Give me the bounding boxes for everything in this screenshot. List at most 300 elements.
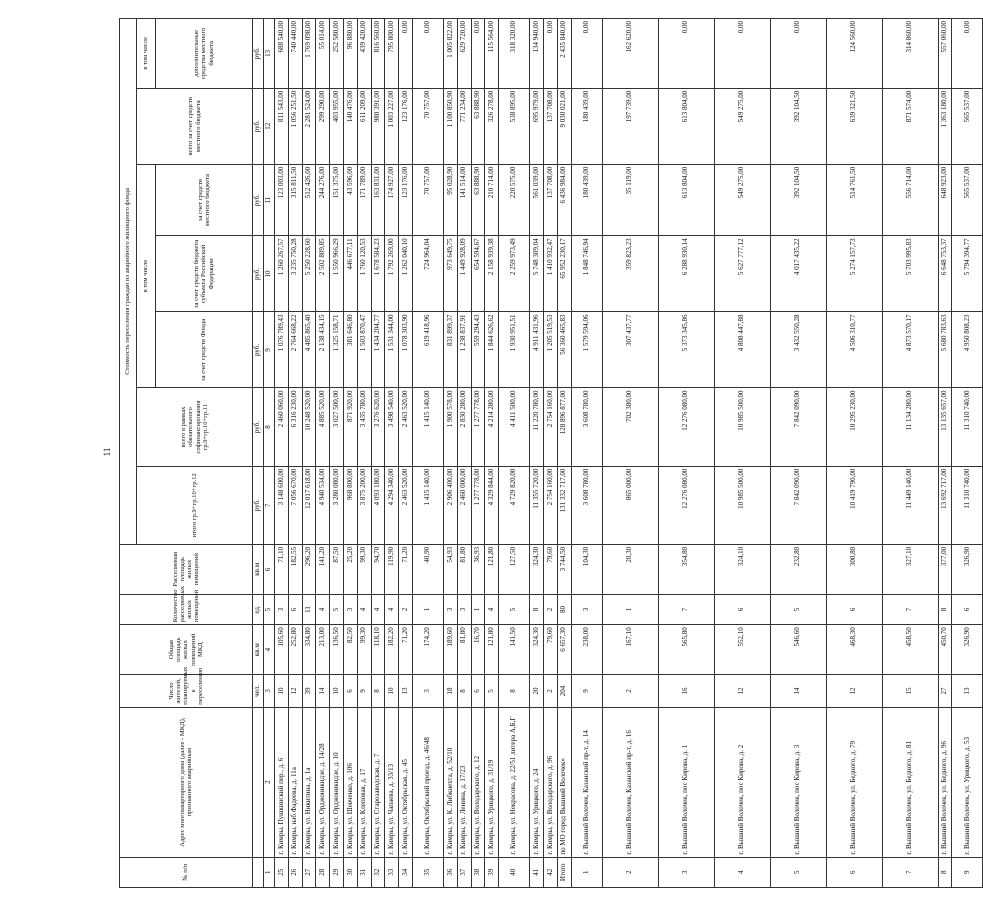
cell-total: 2 906 400,00 bbox=[443, 466, 457, 544]
table-row bbox=[938, 19, 952, 888]
cell-area: 252,80 bbox=[288, 625, 302, 675]
table-row bbox=[543, 19, 557, 888]
cell-no: 31 bbox=[357, 857, 371, 887]
cell-cofin: 10 295 230,00 bbox=[826, 388, 882, 466]
cell-rooms-area: 296,20 bbox=[302, 544, 316, 594]
cell-fund: 5 373 345,86 bbox=[658, 312, 714, 388]
cell-no: 7 bbox=[882, 857, 938, 887]
cell-count: 3 bbox=[275, 594, 289, 624]
cell-area: 458,50 bbox=[882, 625, 938, 675]
cell-rooms-area: 94,70 bbox=[371, 544, 385, 594]
cell-fund: 1 078 303,90 bbox=[399, 312, 413, 388]
cell-count: 11 bbox=[302, 594, 316, 624]
table-row bbox=[952, 19, 983, 888]
cell-additional: 439 420,00 bbox=[357, 19, 371, 89]
column-number-cell: 11 bbox=[264, 164, 275, 236]
cell-no: 4 bbox=[714, 857, 770, 887]
cell-count: 6 bbox=[952, 594, 983, 624]
cell-total: 11 449 140,00 bbox=[882, 466, 938, 544]
cell-rooms-area: 119,90 bbox=[385, 544, 399, 594]
column-number-cell: 8 bbox=[264, 388, 275, 466]
table-row bbox=[457, 19, 471, 888]
header-cost-group: Стоимость переселения граждан из аварийного жилищного фонда bbox=[120, 19, 137, 545]
cell-count: 3 bbox=[343, 594, 357, 624]
cell-area: 121,80 bbox=[485, 625, 499, 675]
cell-address: г. Вышний Волочек, ул. Бедного, д. 81 bbox=[882, 707, 938, 857]
cell-local-total: 1 056 251,50 bbox=[288, 88, 302, 164]
cell-rooms-area: 36,93 bbox=[471, 544, 485, 594]
cell-additional: 124 560,00 bbox=[826, 19, 882, 89]
cell-address: г. Вышний Волочек, пос Кирова, д. 3 bbox=[770, 707, 826, 857]
cell-rooms-area: 25,20 bbox=[343, 544, 357, 594]
unit-cell: руб. bbox=[253, 236, 264, 312]
header-local: за счет средств местного бюджета bbox=[156, 164, 253, 236]
header-area: Общая площадь жилых помещений МКД bbox=[120, 625, 253, 675]
cell-rooms-area: 141,20 bbox=[316, 544, 330, 594]
cell-area: 16,70 bbox=[471, 625, 485, 675]
cell-area: 238,00 bbox=[571, 625, 602, 675]
header-address: Адрес многоквартирного дома (далее - МКД), признанного аварийным bbox=[120, 707, 253, 857]
cell-area: 546,60 bbox=[770, 625, 826, 675]
cell-local: 244 276,00 bbox=[316, 164, 330, 236]
cell-residents: 2 bbox=[602, 675, 658, 708]
cell-no: 6 bbox=[826, 857, 882, 887]
cell-cofin: 3 498 540,00 bbox=[385, 388, 399, 466]
cell-additional: 0,00 bbox=[714, 19, 770, 89]
cell-local: 512 426,00 bbox=[302, 164, 316, 236]
cell-local-total: 137 708,00 bbox=[543, 88, 557, 164]
cell-no: 35 bbox=[412, 857, 443, 887]
cell-additional: 0,00 bbox=[412, 19, 443, 89]
cell-local: 556 714,00 bbox=[882, 164, 938, 236]
cell-rooms-area: 40,90 bbox=[412, 544, 443, 594]
cell-address: г. Кимры, ул. Володарского, д. 96 bbox=[543, 707, 557, 857]
cell-address: г. Кимры, ул. Орджоникидзе, д. 10 bbox=[330, 707, 344, 857]
cell-additional: 314 860,00 bbox=[882, 19, 938, 89]
cell-local-total: 613 804,00 bbox=[658, 88, 714, 164]
unit-cell: руб. bbox=[253, 19, 264, 89]
cell-no: Итого bbox=[557, 857, 571, 887]
cell-count: 8 bbox=[938, 594, 952, 624]
cell-rooms-area: 54,93 bbox=[443, 544, 457, 594]
cell-residents: 39 bbox=[302, 675, 316, 708]
table-row bbox=[357, 19, 371, 888]
cell-local: 565 537,00 bbox=[952, 164, 983, 236]
cell-residents: 10 bbox=[385, 675, 399, 708]
cell-address: г. Кимры, ул. Некрасова, д. 22/51 литера А,Б,Г bbox=[499, 707, 530, 857]
cell-cofin: 11 134 280,00 bbox=[882, 388, 938, 466]
cell-subject: 6 288 930,14 bbox=[658, 236, 714, 312]
cell-count: 3 bbox=[571, 594, 602, 624]
column-number-cell: 12 bbox=[264, 88, 275, 164]
column-number-cell: 13 bbox=[264, 19, 275, 89]
unit-cell: чел. bbox=[253, 675, 264, 708]
cell-total: 11 310 740,00 bbox=[952, 466, 983, 544]
cell-cofin: 11 220 780,00 bbox=[530, 388, 544, 466]
cell-total: 7 842 090,00 bbox=[770, 466, 826, 544]
column-number-cell: 9 bbox=[264, 312, 275, 388]
unit-cell: руб. bbox=[253, 388, 264, 466]
cell-residents: 27 bbox=[938, 675, 952, 708]
cell-local: 137 708,00 bbox=[543, 164, 557, 236]
cell-additional: 629 720,00 bbox=[457, 19, 471, 89]
cell-local-total: 565 537,00 bbox=[952, 88, 983, 164]
cell-subject: 446 677,11 bbox=[343, 236, 357, 312]
cell-local-total: 63 888,90 bbox=[471, 88, 485, 164]
cell-local: 70 757,00 bbox=[412, 164, 443, 236]
cell-count: 3 bbox=[443, 594, 457, 624]
cell-local: 648 923,00 bbox=[938, 164, 952, 236]
cell-area: 105,60 bbox=[275, 625, 289, 675]
cell-area: 552,10 bbox=[714, 625, 770, 675]
cell-residents: 16 bbox=[658, 675, 714, 708]
cell-local-total: 538 895,00 bbox=[499, 88, 530, 164]
cell-additional: 557 060,00 bbox=[938, 19, 952, 89]
cell-count: 5 bbox=[770, 594, 826, 624]
cell-area: 118,10 bbox=[371, 625, 385, 675]
cell-cofin: 13 135 657,00 bbox=[938, 388, 952, 466]
cell-no: 40 bbox=[499, 857, 530, 887]
rotated-table-wrapper bbox=[119, 18, 971, 888]
table-row bbox=[443, 19, 457, 888]
column-numbers-row bbox=[264, 19, 275, 888]
cell-total: 4 940 534,00 bbox=[316, 466, 330, 544]
cell-additional: 816 560,00 bbox=[371, 19, 385, 89]
cell-no: 9 bbox=[952, 857, 983, 887]
cell-total: 12 017 618,00 bbox=[302, 466, 316, 544]
cell-rooms-area: 377,00 bbox=[938, 544, 952, 594]
cell-fund: 4 911 431,96 bbox=[530, 312, 544, 388]
cell-no: 36 bbox=[443, 857, 457, 887]
cell-local: 561 039,00 bbox=[530, 164, 544, 236]
cell-local: 549 275,00 bbox=[714, 164, 770, 236]
cell-residents: 10 bbox=[330, 675, 344, 708]
cell-cofin: 2 754 160,00 bbox=[543, 388, 557, 466]
cell-fund: 381 646,80 bbox=[343, 312, 357, 388]
cell-count: 4 bbox=[385, 594, 399, 624]
cell-cofin: 3 276 620,00 bbox=[371, 388, 385, 466]
page-number: 11 bbox=[102, 447, 112, 457]
cell-local: 210 714,00 bbox=[485, 164, 499, 236]
cell-residents: 12 bbox=[826, 675, 882, 708]
cell-total: 3 875 200,00 bbox=[357, 466, 371, 544]
cell-cofin: 2 830 280,00 bbox=[457, 388, 471, 466]
cell-subject: 5 748 309,04 bbox=[530, 236, 544, 312]
cell-local: 95 028,90 bbox=[443, 164, 457, 236]
cell-rooms-area: 324,10 bbox=[714, 544, 770, 594]
cell-total: 131 332 717,00 bbox=[557, 466, 571, 544]
cell-no: 37 bbox=[457, 857, 471, 887]
cell-area: 99,30 bbox=[357, 625, 371, 675]
cell-local-total: 9 030 021,00 bbox=[557, 88, 571, 164]
cell-rooms-area: 71,20 bbox=[399, 544, 413, 594]
cell-local-total: 695 979,00 bbox=[530, 88, 544, 164]
cell-address: г. Кимры, ул. Орджоникидзе, д. 14/28 bbox=[316, 707, 330, 857]
table-row bbox=[275, 19, 289, 888]
cell-local-total: 980 391,00 bbox=[371, 88, 385, 164]
resettlement-table bbox=[119, 18, 983, 888]
cell-local-total: 611 209,00 bbox=[357, 88, 371, 164]
cell-local: 220 575,00 bbox=[499, 164, 530, 236]
cell-additional: 115 564,00 bbox=[485, 19, 499, 89]
cell-fund: 4 808 447,88 bbox=[714, 312, 770, 388]
column-number-cell: 7 bbox=[264, 466, 275, 544]
header-fund: за счет средств Фонда bbox=[156, 312, 253, 388]
cell-total: 3 608 780,00 bbox=[571, 466, 602, 544]
cell-subject: 2 158 939,38 bbox=[485, 236, 499, 312]
cell-additional: 688 540,00 bbox=[275, 19, 289, 89]
cell-additional: 0,00 bbox=[770, 19, 826, 89]
cell-subject: 1 262 040,10 bbox=[399, 236, 413, 312]
cell-total: 10 985 500,00 bbox=[714, 466, 770, 544]
cell-total: 12 276 080,00 bbox=[658, 466, 714, 544]
cell-residents: 12 bbox=[714, 675, 770, 708]
cell-residents: 13 bbox=[952, 675, 983, 708]
cell-cofin: 4 411 500,00 bbox=[499, 388, 530, 466]
cell-subject: 5 627 777,12 bbox=[714, 236, 770, 312]
cell-cofin: 4 885 520,00 bbox=[316, 388, 330, 466]
cell-area: 450,70 bbox=[938, 625, 952, 675]
cell-residents: 6 bbox=[343, 675, 357, 708]
cell-rooms-area: 121,80 bbox=[485, 544, 499, 594]
unit-cell: руб. bbox=[253, 466, 264, 544]
cell-residents: 15 bbox=[882, 675, 938, 708]
cell-local: 514 761,50 bbox=[826, 164, 882, 236]
cell-residents: 5 bbox=[485, 675, 499, 708]
cell-address: г. Кимры, ул. Чапаева, д. 33/13 bbox=[385, 707, 399, 857]
table-row bbox=[316, 19, 330, 888]
cell-no: 30 bbox=[343, 857, 357, 887]
cell-address: г. Вышний Волочек, ул. Урицкого, д. 53 bbox=[952, 707, 983, 857]
cell-local: 123 003,00 bbox=[275, 164, 289, 236]
cell-fund: 56 360 465,83 bbox=[557, 312, 571, 388]
cell-no: 33 bbox=[385, 857, 399, 887]
cell-address: г. Вышний Волочек, пос Кирова, д. 2 bbox=[714, 707, 770, 857]
cell-total: 4 729 820,00 bbox=[499, 466, 530, 544]
cell-no: 34 bbox=[399, 857, 413, 887]
cell-fund: 2 764 668,22 bbox=[288, 312, 302, 388]
cell-count: 4 bbox=[357, 594, 371, 624]
cell-area: 189,60 bbox=[443, 625, 457, 675]
cell-additional: 740 440,00 bbox=[288, 19, 302, 89]
cell-rooms-area: 324,30 bbox=[530, 544, 544, 594]
cell-additional: 1 005 822,00 bbox=[443, 19, 457, 89]
cell-area: 213,00 bbox=[316, 625, 330, 675]
cell-additional: 0,00 bbox=[571, 19, 602, 89]
table-row bbox=[302, 19, 316, 888]
cell-fund: 1 531 344,00 bbox=[385, 312, 399, 388]
cell-area: 565,80 bbox=[658, 625, 714, 675]
cell-total: 4 294 340,00 bbox=[385, 466, 399, 544]
cell-subject: 5 794 394,77 bbox=[952, 236, 983, 312]
table-row bbox=[343, 19, 357, 888]
cell-additional: 0,00 bbox=[399, 19, 413, 89]
cell-local-total: 299 290,00 bbox=[316, 88, 330, 164]
cell-total: 2 754 160,00 bbox=[543, 466, 557, 544]
cell-total: 3 280 080,00 bbox=[330, 466, 344, 544]
table-row bbox=[412, 19, 443, 888]
cell-address: г. Кимры, наб.Фадеева, д. 11а bbox=[288, 707, 302, 857]
cell-address: г. Вышний Волочек, пос Кирова, д. 1 bbox=[658, 707, 714, 857]
header-total: итого гр.9+гр.10+гр.12 bbox=[137, 466, 253, 544]
cell-rooms-area: 79,60 bbox=[543, 544, 557, 594]
table-row bbox=[371, 19, 385, 888]
cell-additional: 0,00 bbox=[658, 19, 714, 89]
unit-cell bbox=[253, 857, 264, 887]
cell-local: 613 804,00 bbox=[658, 164, 714, 236]
cell-address: г. Кимры, ул. Октябрьская, д. 45 bbox=[399, 707, 413, 857]
cell-no: 5 bbox=[770, 857, 826, 887]
cell-address: по МО город Вышний Волочек» bbox=[557, 707, 571, 857]
cell-residents: 12 bbox=[288, 675, 302, 708]
cell-rooms-area: 127,50 bbox=[499, 544, 530, 594]
cell-no: 41 bbox=[530, 857, 544, 887]
cell-residents: 6 bbox=[471, 675, 485, 708]
cell-total: 10 419 790,00 bbox=[826, 466, 882, 544]
cell-local: 43 596,00 bbox=[343, 164, 357, 236]
cell-area: 136,50 bbox=[330, 625, 344, 675]
cell-area: 82,50 bbox=[343, 625, 357, 675]
cell-subject: 359 823,23 bbox=[602, 236, 658, 312]
cell-cofin: 1 415 140,00 bbox=[412, 388, 443, 466]
cell-subject: 973 649,75 bbox=[443, 236, 457, 312]
cell-residents: 20 bbox=[530, 675, 544, 708]
cell-local-total: 771 234,00 bbox=[457, 88, 471, 164]
cell-count: 1 bbox=[471, 594, 485, 624]
header-residents: Число жителей, планируемых к переселению bbox=[120, 675, 253, 708]
cell-fund: 1 205 519,53 bbox=[543, 312, 557, 388]
cell-residents: 3 bbox=[412, 675, 443, 708]
cell-local-total: 1 363 180,00 bbox=[938, 88, 952, 164]
cell-residents: 18 bbox=[443, 675, 457, 708]
cell-additional: 55 014,00 bbox=[316, 19, 330, 89]
cell-subject: 5 274 157,73 bbox=[826, 236, 882, 312]
cell-local-total: 392 104,50 bbox=[770, 88, 826, 164]
cell-cofin: 3 608 780,00 bbox=[571, 388, 602, 466]
cell-address: г. Кимры, Октябрьский проезд, д. 46/48 bbox=[412, 707, 443, 857]
cell-total: 1 277 778,00 bbox=[471, 466, 485, 544]
column-number-cell: 6 bbox=[264, 544, 275, 594]
cell-address: г. Кимры, ул. Урицкого, д. 31/19 bbox=[485, 707, 499, 857]
cell-no: 25 bbox=[275, 857, 289, 887]
column-number-cell: 4 bbox=[264, 625, 275, 675]
cell-subject: 654 594,67 bbox=[471, 236, 485, 312]
cell-rooms-area: 99,30 bbox=[357, 544, 371, 594]
cell-address: г. Кимры, ул. К. Либкнехта, д. 52/10 bbox=[443, 707, 457, 857]
unit-cell: ед. bbox=[253, 594, 264, 624]
cell-fund: 4 485 865,40 bbox=[302, 312, 316, 388]
cell-fund: 2 138 434,15 bbox=[316, 312, 330, 388]
cell-fund: 1 930 951,51 bbox=[499, 312, 530, 388]
table-row bbox=[399, 19, 413, 888]
cell-subject: 65 952 230,17 bbox=[557, 236, 571, 312]
cell-subject: 1 678 584,23 bbox=[371, 236, 385, 312]
cell-cofin: 12 276 080,00 bbox=[658, 388, 714, 466]
cell-additional: 2 435 840,00 bbox=[557, 19, 571, 89]
table-row bbox=[557, 19, 571, 888]
cell-total: 4 093 180,00 bbox=[371, 466, 385, 544]
cell-address: г. Кимры, ул. Володарского, д. 12 bbox=[471, 707, 485, 857]
cell-residents: 13 bbox=[399, 675, 413, 708]
table-row bbox=[571, 19, 602, 888]
cell-fund: 1 503 870,47 bbox=[357, 312, 371, 388]
cell-cofin: 6 316 230,00 bbox=[288, 388, 302, 466]
cell-count: 1 bbox=[412, 594, 443, 624]
unit-cell bbox=[253, 707, 264, 857]
cell-rooms-area: 354,80 bbox=[658, 544, 714, 594]
cell-fund: 619 418,96 bbox=[412, 312, 443, 388]
table-row bbox=[471, 19, 485, 888]
cell-total: 4 329 844,00 bbox=[485, 466, 499, 544]
cell-count: 6 bbox=[826, 594, 882, 624]
cell-fund: 1 434 204,77 bbox=[371, 312, 385, 388]
cell-rooms-area: 182,55 bbox=[288, 544, 302, 594]
cell-local-total: 1 100 850,90 bbox=[443, 88, 457, 164]
cell-subject: 1 792 269,00 bbox=[385, 236, 399, 312]
cell-total: 968 800,00 bbox=[343, 466, 357, 544]
unit-cell: кв.м bbox=[253, 544, 264, 594]
cell-local-total: 140 476,00 bbox=[343, 88, 357, 164]
cell-no: 29 bbox=[330, 857, 344, 887]
unit-cell: руб. bbox=[253, 164, 264, 236]
cell-rooms-area: 3 744,50 bbox=[557, 544, 571, 594]
cell-local: 174 927,00 bbox=[385, 164, 399, 236]
cell-additional: 795 800,00 bbox=[385, 19, 399, 89]
cell-rooms-area: 20,30 bbox=[602, 544, 658, 594]
cell-no: 38 bbox=[471, 857, 485, 887]
cell-no: 3 bbox=[658, 857, 714, 887]
cell-area: 326,90 bbox=[952, 625, 983, 675]
column-number-cell: 10 bbox=[264, 236, 275, 312]
cell-local: 180 439,00 bbox=[571, 164, 602, 236]
cell-fund: 3 432 550,28 bbox=[770, 312, 826, 388]
cell-additional: 0,00 bbox=[471, 19, 485, 89]
cell-subject: 724 964,04 bbox=[412, 236, 443, 312]
unit-cell: кв.м bbox=[253, 625, 264, 675]
table-row bbox=[385, 19, 399, 888]
cell-local: 171 789,00 bbox=[357, 164, 371, 236]
cell-local-total: 70 757,00 bbox=[412, 88, 443, 164]
table-row bbox=[485, 19, 499, 888]
cell-address: г. Кимры, ул. Никитина, д. 1а bbox=[302, 707, 316, 857]
cell-residents: 8 bbox=[499, 675, 530, 708]
unit-cell: руб. bbox=[253, 88, 264, 164]
cell-residents: 10 bbox=[275, 675, 289, 708]
cell-total: 13 692 717,00 bbox=[938, 466, 952, 544]
cell-address: г. Вышний Волочек, ул. Бедного, д. 79 bbox=[826, 707, 882, 857]
cell-local-total: 639 321,50 bbox=[826, 88, 882, 164]
cell-no: 39 bbox=[485, 857, 499, 887]
cell-total: 2 463 520,00 bbox=[399, 466, 413, 544]
cell-cofin: 1 277 778,00 bbox=[471, 388, 485, 466]
cell-subject: 5 703 995,83 bbox=[882, 236, 938, 312]
table-row bbox=[288, 19, 302, 888]
cell-local-total: 871 574,00 bbox=[882, 88, 938, 164]
cell-local-total: 197 739,00 bbox=[602, 88, 658, 164]
cell-address: г. Кимры, ул. Ленина, д. 17/23 bbox=[457, 707, 471, 857]
cell-residents: 8 bbox=[457, 675, 471, 708]
cell-subject: 4 017 435,22 bbox=[770, 236, 826, 312]
column-number-cell: 3 bbox=[264, 675, 275, 708]
header-rooms-area: Расселяемая площадь жилых помещений bbox=[120, 544, 253, 594]
cell-cofin: 871 920,00 bbox=[343, 388, 357, 466]
cell-local: 141 514,00 bbox=[457, 164, 471, 236]
cell-total: 11 355 720,00 bbox=[530, 466, 544, 544]
cell-fund: 1 076 789,43 bbox=[275, 312, 289, 388]
cell-subject: 5 250 228,60 bbox=[302, 236, 316, 312]
unit-cell: руб. bbox=[253, 312, 264, 388]
cell-total: 3 148 600,00 bbox=[275, 466, 289, 544]
